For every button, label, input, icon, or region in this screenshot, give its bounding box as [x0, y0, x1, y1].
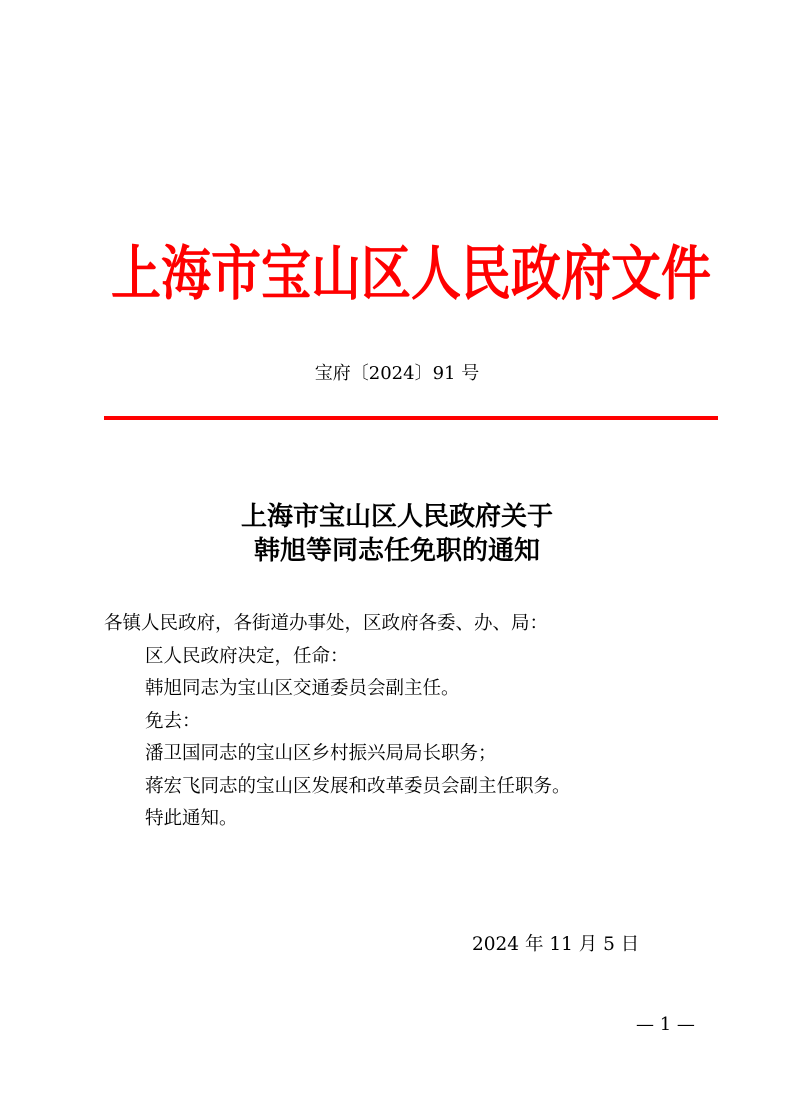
- body-paragraph: 区人民政府决定，任命：: [145, 645, 349, 667]
- body-paragraph: 蒋宏飞同志的宝山区发展和改革委员会副主任职务。: [145, 775, 571, 797]
- body-paragraph: 免去：: [145, 710, 201, 732]
- document-title-line-1: 上海市宝山区人民政府关于: [240, 502, 553, 532]
- page-number: — 1 —: [636, 1014, 695, 1035]
- body-paragraph: 特此通知。: [145, 808, 238, 829]
- body-paragraph: 潘卫国同志的宝山区乡村振兴局局长职务；: [145, 743, 497, 764]
- document-title-line-2: 韩旭等同志任免职的通知: [253, 536, 540, 566]
- document-body: [104, 608, 724, 836]
- document-title: [0, 500, 794, 568]
- masthead-title: 上海市宝山区人民政府文件: [111, 239, 711, 308]
- addressee: 各镇人民政府，各街道办事处，区政府各委、办、局：: [104, 613, 549, 634]
- body-paragraph: 韩旭同志为宝山区交通委员会副主任。: [145, 678, 460, 699]
- issue-date: 2024 年 11 月 5 日: [472, 934, 640, 955]
- red-divider-line: [104, 416, 718, 420]
- document-number: 宝府〔2024〕91 号: [314, 363, 480, 384]
